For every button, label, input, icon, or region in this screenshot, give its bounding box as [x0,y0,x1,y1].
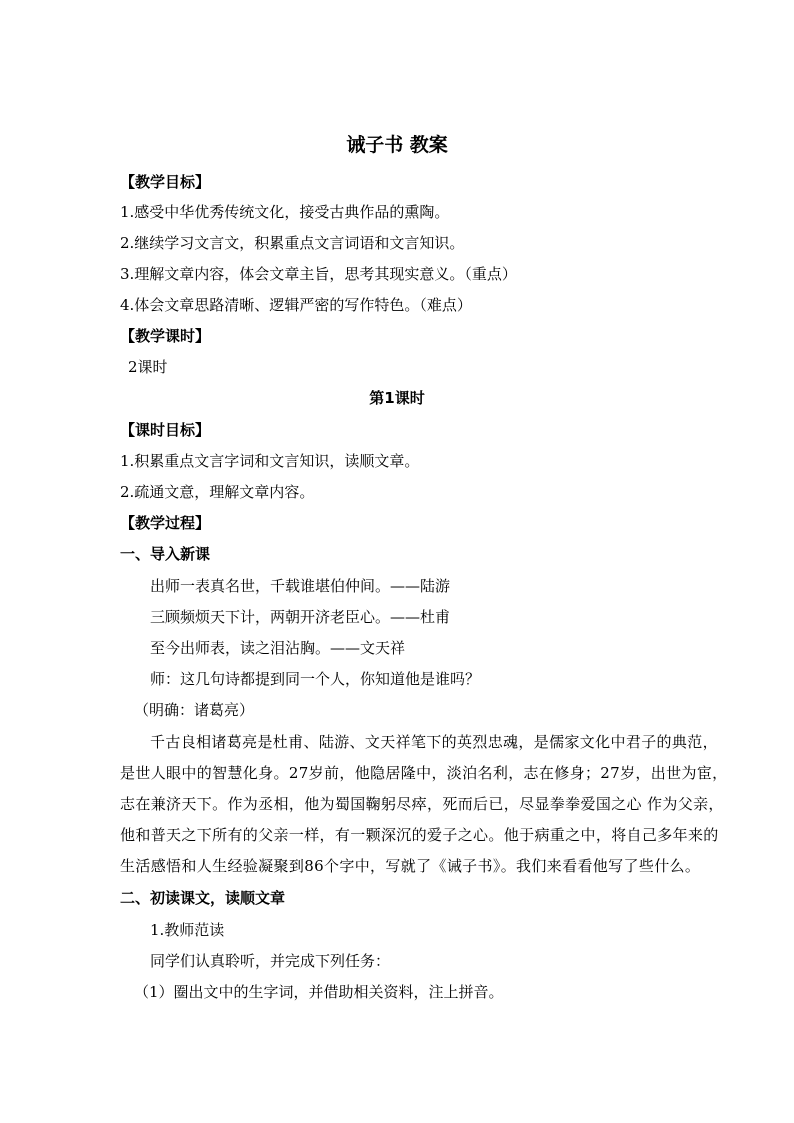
part-one-heading: 一、导入新课 [120,545,211,563]
section-heading-lesson-goals: 【课时目标】 [120,421,211,439]
intro-paragraph-line-4: 他和普天之下所有的父亲一样，有一颗深沉的爱子之心。他于病重之中，将自己多年来的 [120,826,719,844]
part-two-task: （1）圈出文中的生字词，并借助相关资料，注上拼音。 [134,983,504,1001]
intro-paragraph-line-5: 生活感悟和人生经验凝聚到86个字中，写就了《诫子书》。我们来看看他写了些什么。 [120,857,701,875]
answer-note: （明确：诸葛亮） [134,701,255,719]
section-heading-teaching-process: 【教学过程】 [120,514,211,532]
document-title: 诫子书 教案 [346,134,448,156]
quote-du-fu: 三顾频烦天下计，两朝开济老臣心。——杜甫 [150,608,451,626]
part-two-step: 1.教师范读 [150,921,225,939]
part-two-heading: 二、初读课文，读顺文章 [120,889,286,907]
goal-item-4: 4.体会文章思路清晰、逻辑严密的写作特色。（难点） [120,296,472,314]
goal-item-1: 1.感受中华优秀传统文化，接受古典作品的熏陶。 [120,203,450,221]
lesson-goal-item-2: 2.疏通文意，理解文章内容。 [120,483,315,501]
intro-paragraph-line-3: 志在兼济天下。作为丞相，他为蜀国鞠躬尽瘁，死而后已，尽显拳拳爱国之心 作为父亲， [120,795,724,813]
lesson-one-heading: 第1课时 [369,389,425,407]
quote-wen-tianxiang: 至今出师表，读之泪沾胸。——文天祥 [150,639,406,657]
section-heading-teaching-goals: 【教学目标】 [120,173,211,191]
teaching-hours-value: 2课时 [128,358,168,376]
lesson-goal-item-1: 1.积累重点文言字词和文言知识，读顺文章。 [120,452,420,470]
teacher-question: 师：这几句诗都提到同一个人，你知道他是谁吗？ [150,670,481,688]
part-two-instruction: 同学们认真聆听，并完成下列任务： [150,952,391,970]
intro-paragraph-line-1: 千古良相诸葛亮是杜甫、陆游、文天祥笔下的英烈忠魂，是儒家文化中君子的典范， [150,733,718,751]
goal-item-2: 2.继续学习文言文，积累重点文言词语和文言知识。 [120,234,465,252]
section-heading-teaching-hours: 【教学课时】 [120,327,211,345]
quote-lu-you: 出师一表真名世，千载谁堪伯仲间。——陆游 [150,577,451,595]
goal-item-3: 3.理解文章内容，体会文章主旨，思考其现实意义。（重点） [120,265,517,283]
intro-paragraph-line-2: 是世人眼中的智慧化身。27岁前，他隐居隆中，淡泊名利，志在修身；27岁，出世为宦， [120,764,728,782]
